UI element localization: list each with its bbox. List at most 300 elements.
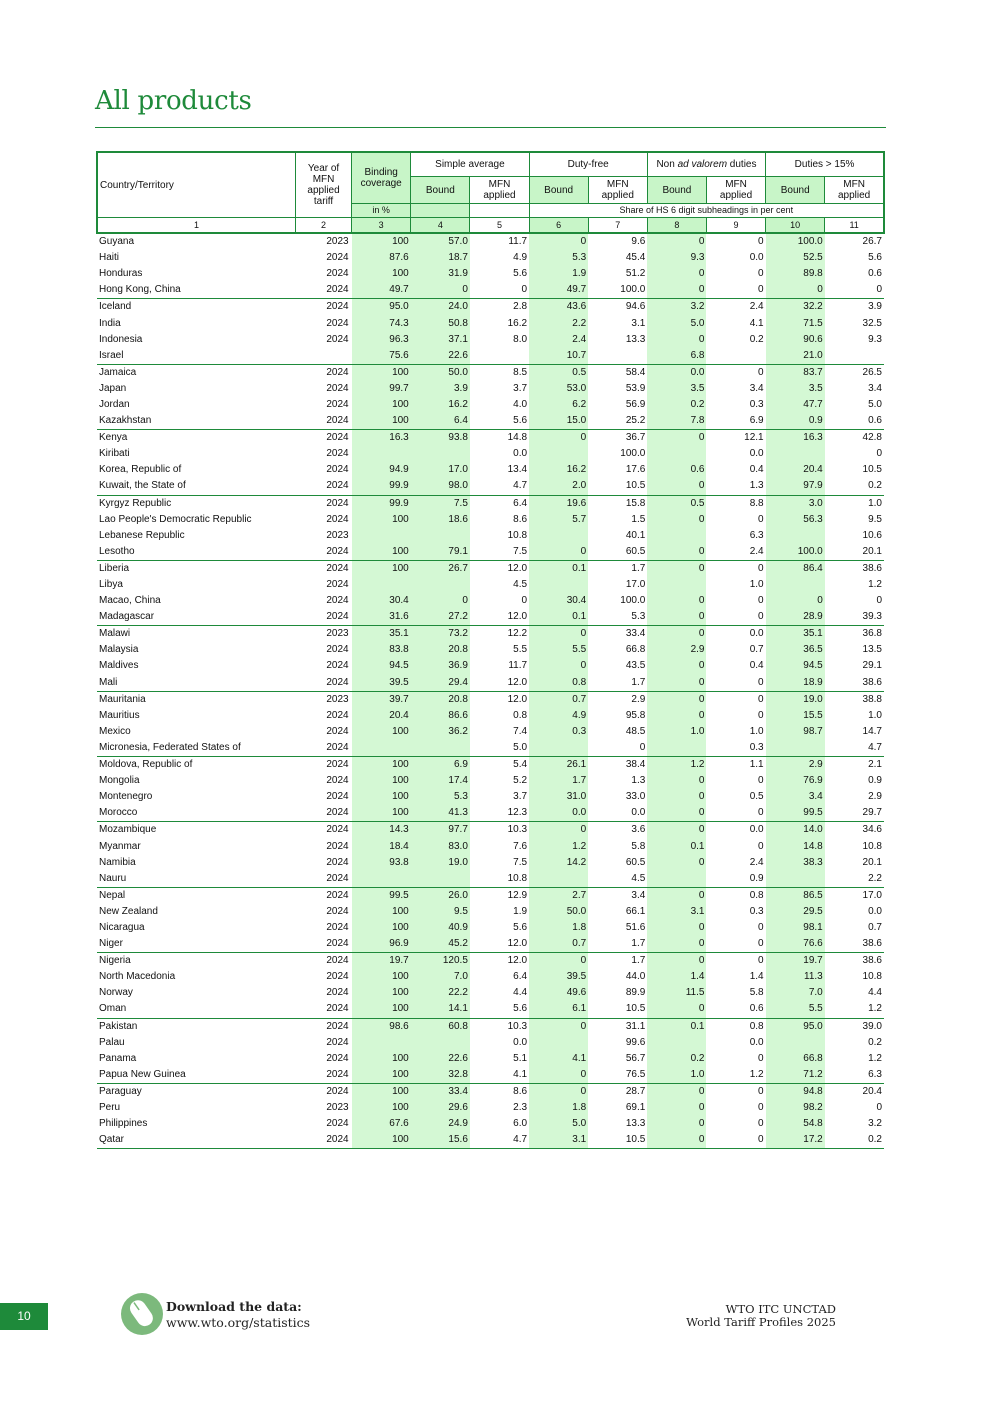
duty-free-mfn-cell: 1.7 (588, 560, 647, 577)
year-cell: 2024 (326, 775, 349, 787)
nav-mfn-cell: 0 (758, 921, 764, 933)
nav-mfn-cell: 0.4 (749, 464, 764, 476)
title-rule (95, 127, 886, 128)
duty-free-bound-cell (529, 446, 588, 462)
table-row (97, 675, 884, 692)
nav-bound-cell: 0 (647, 1116, 706, 1132)
year-cell: 2024 (326, 545, 349, 557)
nav-mfn-cell: 0.3 (749, 398, 764, 410)
year-cell: 2024 (326, 448, 349, 460)
nav-bound-cell: 3.5 (647, 381, 706, 397)
duty-free-mfn-cell: 3.6 (588, 822, 647, 839)
simple-avg-mfn-cell: 4.0 (513, 398, 528, 410)
duties15-mfn-cell: 14.7 (862, 725, 882, 737)
duty-free-bound-cell: 5.7 (529, 512, 588, 528)
duties15-bound-cell: 0 (766, 593, 825, 609)
year-cell: 2024 (326, 464, 349, 476)
country-cell: North Macedonia (99, 971, 176, 983)
table-row (97, 658, 884, 674)
country-cell: Qatar (97, 1132, 295, 1149)
binding-coverage-cell: 100 (352, 266, 411, 282)
duties15-bound-cell: 20.4 (766, 462, 825, 478)
duties15-bound-cell: 17.2 (766, 1132, 825, 1149)
header-nav-prefix: Non (656, 159, 678, 170)
duty-free-mfn-cell: 25.2 (625, 415, 646, 427)
duties15-bound-cell: 29.5 (766, 904, 825, 920)
nav-bound-cell (647, 1035, 706, 1051)
duty-free-mfn-cell: 53.9 (625, 382, 646, 394)
simple-avg-bound-cell: 6.9 (411, 757, 470, 774)
simple-avg-mfn-cell: 4.1 (513, 1068, 528, 1080)
duties15-bound-cell: 99.5 (766, 805, 825, 822)
table-row (97, 430, 884, 447)
simple-avg-mfn-cell: 11.7 (508, 660, 528, 672)
table-row (97, 1083, 884, 1100)
country-cell: Panama (99, 1052, 137, 1064)
simple-avg-mfn-cell: 4.7 (470, 1132, 529, 1149)
duties15-bound-cell: 18.9 (766, 675, 825, 692)
duties15-bound-cell: 2.9 (766, 757, 825, 774)
simple-avg-bound-cell: 17.0 (411, 462, 470, 478)
year-cell: 2024 (326, 791, 349, 803)
duties15-bound-cell: 76.6 (766, 936, 825, 953)
simple-avg-bound-cell (411, 528, 470, 544)
country-cell: Nauru (99, 872, 127, 884)
binding-coverage-cell (352, 871, 411, 888)
year-cell: 2024 (326, 644, 349, 656)
year-cell: 2024 (295, 299, 351, 316)
duty-free-mfn-cell: 33.0 (625, 791, 646, 803)
duties15-mfn-cell: 4.4 (868, 987, 882, 999)
duty-free-bound-cell: 2.2 (529, 315, 588, 331)
nav-bound-cell: 3.1 (647, 904, 706, 920)
nav-mfn-cell: 0.5 (749, 791, 764, 803)
publisher-line2: World Tariff Profiles 2025 (686, 1315, 836, 1329)
table-header (97, 152, 884, 233)
table-row (97, 282, 884, 299)
duties15-mfn-cell: 3.9 (825, 299, 884, 316)
binding-coverage-cell: 100 (352, 724, 411, 740)
simple-avg-mfn-cell: 12.0 (507, 611, 528, 623)
binding-coverage-cell: 100 (352, 985, 411, 1001)
country-cell: Lesotho (99, 545, 135, 557)
nav-mfn-cell: 6.9 (749, 415, 764, 427)
nav-mfn-cell: 0 (758, 676, 764, 688)
duties15-bound-cell (766, 528, 825, 544)
duties15-mfn-cell: 5.0 (868, 398, 882, 410)
nav-mfn-cell: 2.4 (706, 299, 765, 316)
duties15-bound-cell: 71.5 (766, 315, 825, 331)
simple-avg-bound-cell: 5.3 (411, 789, 470, 805)
country-cell: Norway (99, 987, 133, 999)
year-cell: 2024 (295, 822, 351, 839)
duties15-mfn-cell: 34.6 (825, 822, 884, 839)
year-cell: 2024 (326, 840, 349, 852)
nav-mfn-cell: 0.9 (749, 872, 764, 884)
duties15-bound-cell: 94.5 (766, 658, 825, 674)
duties15-bound-cell: 83.7 (766, 364, 825, 381)
simple-avg-bound-cell: 29.4 (411, 675, 470, 692)
duty-free-mfn-cell: 100.0 (620, 595, 646, 607)
binding-coverage-cell: 35.1 (352, 626, 411, 643)
simple-avg-bound-cell: 15.6 (411, 1132, 470, 1149)
nav-mfn-cell: 0.0 (706, 822, 765, 839)
duties15-mfn-cell: 0.6 (868, 268, 882, 280)
simple-avg-bound-cell: 79.1 (411, 544, 470, 561)
duty-free-bound-cell: 5.3 (529, 250, 588, 266)
duty-free-mfn-cell: 17.0 (625, 579, 646, 591)
simple-avg-mfn-cell: 0.8 (513, 709, 528, 721)
simple-avg-bound-cell: 20.8 (411, 691, 470, 708)
table-row (97, 512, 884, 528)
duties15-mfn-cell: 13.5 (862, 644, 882, 656)
duty-free-bound-cell: 1.8 (529, 920, 588, 936)
year-cell: 2024 (326, 725, 349, 737)
duties15-mfn-cell: 2.1 (825, 757, 884, 774)
country-cell: Mali (99, 676, 118, 688)
simple-avg-mfn-cell: 0.0 (513, 1036, 528, 1048)
simple-avg-mfn-cell: 3.7 (513, 791, 528, 803)
table-row (97, 609, 884, 626)
year-cell: 2023 (295, 626, 351, 643)
table-row (97, 1035, 884, 1051)
duty-free-mfn-cell: 100.0 (620, 448, 646, 460)
year-cell: 2024 (326, 1118, 349, 1130)
duty-free-mfn-cell: 17.6 (625, 464, 646, 476)
duty-free-mfn-cell: 40.1 (625, 529, 646, 541)
binding-coverage-cell: 100 (352, 560, 411, 577)
table-row (97, 985, 884, 1001)
duty-free-mfn-cell: 3.4 (588, 887, 647, 904)
country-cell: Micronesia, Federated States of (99, 741, 241, 753)
simple-avg-bound-cell: 73.2 (411, 626, 470, 643)
duty-free-bound-cell: 4.9 (529, 708, 588, 724)
header-blank (411, 204, 470, 218)
binding-coverage-cell: 100 (352, 1051, 411, 1067)
duties15-mfn-cell: 42.8 (825, 430, 884, 447)
year-cell: 2023 (326, 236, 349, 248)
nav-bound-cell: 0 (647, 512, 706, 528)
header-bound: Bound (766, 177, 825, 204)
table-row (97, 724, 884, 740)
duty-free-mfn-cell: 69.1 (625, 1102, 646, 1114)
duty-free-mfn-cell: 48.5 (625, 725, 646, 737)
country-cell: Jamaica (97, 364, 295, 381)
publisher-block (686, 1303, 836, 1329)
year-cell: 2024 (295, 560, 351, 577)
simple-avg-bound-cell: 24.0 (411, 299, 470, 316)
nav-mfn-cell: 0 (758, 284, 764, 296)
simple-avg-mfn-cell: 5.6 (513, 268, 528, 280)
country-cell: Malawi (97, 626, 295, 643)
binding-coverage-cell: 74.3 (352, 315, 411, 331)
duties15-mfn-cell: 10.5 (862, 464, 882, 476)
nav-bound-cell: 0 (647, 560, 706, 577)
duties15-mfn-cell: 0.6 (868, 415, 882, 427)
duty-free-bound-cell: 26.1 (529, 757, 588, 774)
nav-bound-cell (647, 528, 706, 544)
duty-free-bound-cell: 0 (529, 822, 588, 839)
header-duty-free: Duty-free (529, 152, 647, 177)
duty-free-bound-cell: 49.7 (529, 282, 588, 299)
simple-avg-bound-cell: 50.0 (411, 364, 470, 381)
simple-avg-mfn-cell: 12.9 (470, 887, 529, 904)
country-cell: Haiti (99, 252, 120, 264)
duties15-mfn-cell: 20.1 (862, 545, 882, 557)
col-number: 6 (529, 218, 588, 234)
table-row (97, 740, 884, 757)
duty-free-mfn-cell: 5.8 (631, 840, 646, 852)
nav-bound-cell: 0 (647, 1083, 706, 1100)
simple-avg-mfn-cell: 8.5 (470, 364, 529, 381)
duty-free-bound-cell: 43.6 (529, 299, 588, 316)
nav-mfn-cell: 12.1 (706, 430, 765, 447)
duty-free-bound-cell: 4.1 (529, 1051, 588, 1067)
nav-bound-cell: 0 (647, 675, 706, 692)
simple-avg-mfn-cell: 5.1 (513, 1052, 528, 1064)
duties15-bound-cell: 3.0 (766, 495, 825, 512)
duties15-bound-cell: 3.4 (766, 789, 825, 805)
table-row (97, 364, 884, 381)
nav-mfn-cell: 0 (706, 364, 765, 381)
duties15-mfn-cell: 10.8 (862, 971, 882, 983)
simple-avg-bound-cell: 0 (411, 593, 470, 609)
nav-bound-cell: 0.5 (647, 495, 706, 512)
duty-free-mfn-cell: 1.7 (631, 676, 646, 688)
binding-coverage-cell: 100 (352, 1001, 411, 1018)
nav-bound-cell (647, 740, 706, 757)
nav-bound-cell: 0 (647, 953, 706, 970)
duties15-bound-cell: 98.2 (766, 1100, 825, 1116)
duties15-mfn-cell: 4.7 (868, 741, 882, 753)
duty-free-bound-cell: 50.0 (529, 904, 588, 920)
nav-mfn-cell: 1.4 (749, 971, 764, 983)
simple-avg-mfn-cell: 12.2 (470, 626, 529, 643)
duties15-bound-cell (766, 871, 825, 888)
col-number: 5 (470, 218, 529, 234)
year-cell: 2024 (326, 513, 349, 525)
nav-bound-cell: 0 (647, 708, 706, 724)
country-cell: Madagascar (99, 611, 155, 623)
nav-bound-cell: 0 (647, 658, 706, 674)
nav-mfn-cell: 0 (758, 1118, 764, 1130)
year-cell: 2024 (326, 676, 349, 688)
nav-mfn-cell: 0 (706, 953, 765, 970)
duty-free-bound-cell: 6.2 (529, 397, 588, 413)
duty-free-mfn-cell: 3.1 (631, 317, 646, 329)
duties15-mfn-cell: 20.4 (825, 1083, 884, 1100)
nav-mfn-cell: 0 (758, 611, 764, 623)
simple-avg-mfn-cell: 8.6 (513, 513, 528, 525)
simple-avg-mfn-cell: 0.0 (513, 448, 528, 460)
nav-bound-cell: 5.0 (647, 315, 706, 331)
year-cell: 2024 (326, 856, 349, 868)
year-cell: 2024 (326, 1052, 349, 1064)
binding-coverage-cell (352, 528, 411, 544)
simple-avg-mfn-cell: 5.6 (513, 921, 528, 933)
duty-free-mfn-cell: 0 (639, 741, 646, 753)
country-cell: Morocco (99, 807, 138, 819)
binding-coverage-cell: 39.7 (352, 691, 411, 708)
duty-free-bound-cell (529, 740, 588, 757)
simple-avg-bound-cell (411, 871, 470, 888)
duties15-bound-cell: 14.8 (766, 838, 825, 854)
simple-avg-mfn-cell: 10.8 (507, 529, 528, 541)
duty-free-mfn-cell: 4.5 (631, 872, 646, 884)
country-cell: Iceland (97, 299, 295, 316)
nav-mfn-cell: 0.3 (749, 741, 764, 753)
nav-bound-cell: 6.8 (647, 348, 706, 365)
binding-coverage-cell: 99.9 (352, 478, 411, 495)
simple-avg-mfn-cell: 7.6 (513, 840, 528, 852)
duty-free-mfn-cell: 13.3 (625, 333, 646, 345)
nav-bound-cell: 0.6 (647, 462, 706, 478)
table-row (97, 495, 884, 512)
table-row (97, 920, 884, 936)
duty-free-bound-cell: 10.7 (529, 348, 588, 365)
table-row (97, 904, 884, 920)
table-row (97, 773, 884, 789)
year-cell: 2024 (326, 921, 349, 933)
tariff-table (96, 151, 885, 1149)
nav-mfn-cell: 6.3 (749, 529, 764, 541)
binding-coverage-cell: 100 (352, 805, 411, 822)
duties15-mfn-cell: 38.6 (825, 560, 884, 577)
country-cell: Philippines (99, 1118, 148, 1130)
nav-bound-cell: 9.3 (647, 250, 706, 266)
duties15-bound-cell: 86.5 (766, 887, 825, 904)
binding-coverage-cell: 100 (352, 364, 411, 381)
table-row (97, 544, 884, 561)
simple-avg-bound-cell (411, 446, 470, 462)
duty-free-bound-cell: 2.4 (529, 332, 588, 348)
nav-mfn-cell: 0.0 (749, 1036, 764, 1048)
header-share-note: Share of HS 6 digit subheadings in per cent (529, 204, 884, 218)
nav-bound-cell: 0.2 (647, 397, 706, 413)
nav-bound-cell: 0 (647, 609, 706, 626)
nav-bound-cell: 0 (647, 1100, 706, 1116)
header-nav-italic: ad valorem (677, 159, 728, 170)
simple-avg-bound-cell: 83.0 (411, 838, 470, 854)
duties15-bound-cell: 71.2 (766, 1067, 825, 1084)
table-row (97, 855, 884, 871)
duties15-mfn-cell: 0.2 (825, 1132, 884, 1149)
download-label: Download the data: (166, 1299, 302, 1314)
nav-mfn-cell: 0 (758, 1102, 764, 1114)
duty-free-bound-cell: 15.0 (529, 413, 588, 430)
simple-avg-bound-cell: 26.7 (411, 560, 470, 577)
table-row (97, 1018, 884, 1035)
nav-mfn-cell: 5.8 (749, 987, 764, 999)
binding-coverage-cell: 100 (352, 413, 411, 430)
table-row (97, 691, 884, 708)
country-cell: Mauritius (99, 709, 140, 721)
binding-coverage-cell: 67.6 (352, 1116, 411, 1132)
publisher-line1: WTO ITC UNCTAD (725, 1302, 836, 1316)
simple-avg-mfn-cell: 4.9 (513, 252, 528, 264)
country-cell: Korea, Republic of (99, 464, 182, 476)
duty-free-mfn-cell: 10.5 (588, 1132, 647, 1149)
binding-coverage-cell: 99.9 (352, 495, 411, 512)
duties15-mfn-cell: 32.5 (862, 317, 882, 329)
country-cell: Lebanese Republic (99, 529, 185, 541)
year-cell: 2024 (326, 872, 349, 884)
col-number: 9 (706, 218, 765, 234)
duties15-bound-cell: 16.3 (766, 430, 825, 447)
simple-avg-mfn-cell: 0 (521, 595, 528, 607)
header-binding-coverage: Binding coverage (352, 152, 411, 204)
year-cell: 2024 (326, 415, 349, 427)
nav-mfn-cell: 0.3 (749, 905, 764, 917)
duties15-bound-cell: 86.4 (766, 560, 825, 577)
nav-bound-cell: 0.2 (647, 1051, 706, 1067)
year-cell: 2024 (295, 757, 351, 774)
country-cell: Lao People's Democratic Republic (99, 513, 252, 525)
duties15-bound-cell (766, 740, 825, 757)
simple-avg-mfn-cell: 10.3 (470, 1018, 529, 1035)
country-cell: Mauritania (97, 691, 295, 708)
nav-bound-cell: 0 (647, 887, 706, 904)
duty-free-bound-cell: 1.8 (529, 1100, 588, 1116)
duties15-bound-cell: 90.6 (766, 332, 825, 348)
nav-mfn-cell: 0.7 (749, 644, 764, 656)
binding-coverage-cell: 100 (352, 773, 411, 789)
year-cell: 2024 (326, 480, 349, 492)
year-cell: 2024 (326, 579, 349, 591)
duty-free-bound-cell: 2.7 (529, 887, 588, 904)
simple-avg-bound-cell: 18.6 (411, 512, 470, 528)
duties15-mfn-cell: 39.3 (862, 611, 882, 623)
duties15-mfn-cell (825, 348, 884, 365)
country-cell: Montenegro (99, 791, 153, 803)
duties15-mfn-cell: 2.9 (868, 791, 882, 803)
nav-bound-cell: 2.9 (647, 642, 706, 658)
country-cell: India (99, 317, 121, 329)
year-cell: 2024 (326, 611, 349, 623)
duty-free-mfn-cell: 13.3 (625, 1118, 646, 1130)
duties15-mfn-cell: 2.2 (868, 872, 882, 884)
nav-bound-cell: 3.2 (647, 299, 706, 316)
nav-bound-cell: 0 (647, 282, 706, 299)
binding-coverage-cell: 100 (352, 1083, 411, 1100)
duty-free-bound-cell: 1.7 (529, 773, 588, 789)
col-number: 1 (97, 218, 295, 234)
binding-coverage-cell: 100 (352, 1100, 411, 1116)
nav-mfn-cell: 0 (758, 807, 764, 819)
download-url[interactable]: www.wto.org/statistics (166, 1315, 311, 1330)
nav-mfn-cell: 8.8 (706, 495, 765, 512)
duties15-mfn-cell: 9.3 (868, 333, 882, 345)
binding-coverage-cell: 100 (352, 904, 411, 920)
country-cell: Kyrgyz Republic (97, 495, 295, 512)
simple-avg-mfn-cell: 7.5 (513, 545, 528, 557)
nav-bound-cell: 1.0 (647, 724, 706, 740)
year-cell: 2024 (326, 1068, 349, 1080)
nav-mfn-cell: 2.4 (749, 856, 764, 868)
duties15-bound-cell: 98.1 (766, 920, 825, 936)
nav-bound-cell: 0 (647, 593, 706, 609)
duties15-mfn-cell: 1.2 (868, 579, 882, 591)
simple-avg-mfn-cell: 13.4 (507, 464, 528, 476)
simple-avg-mfn-cell: 5.0 (513, 741, 528, 753)
nav-mfn-cell: 0.0 (706, 626, 765, 643)
simple-avg-mfn-cell: 5.6 (513, 415, 528, 427)
duties15-bound-cell: 32.2 (766, 299, 825, 316)
simple-avg-mfn-cell: 8.0 (513, 333, 528, 345)
simple-avg-bound-cell: 9.5 (411, 904, 470, 920)
duties15-bound-cell (766, 1035, 825, 1051)
binding-coverage-cell: 99.5 (352, 887, 411, 904)
